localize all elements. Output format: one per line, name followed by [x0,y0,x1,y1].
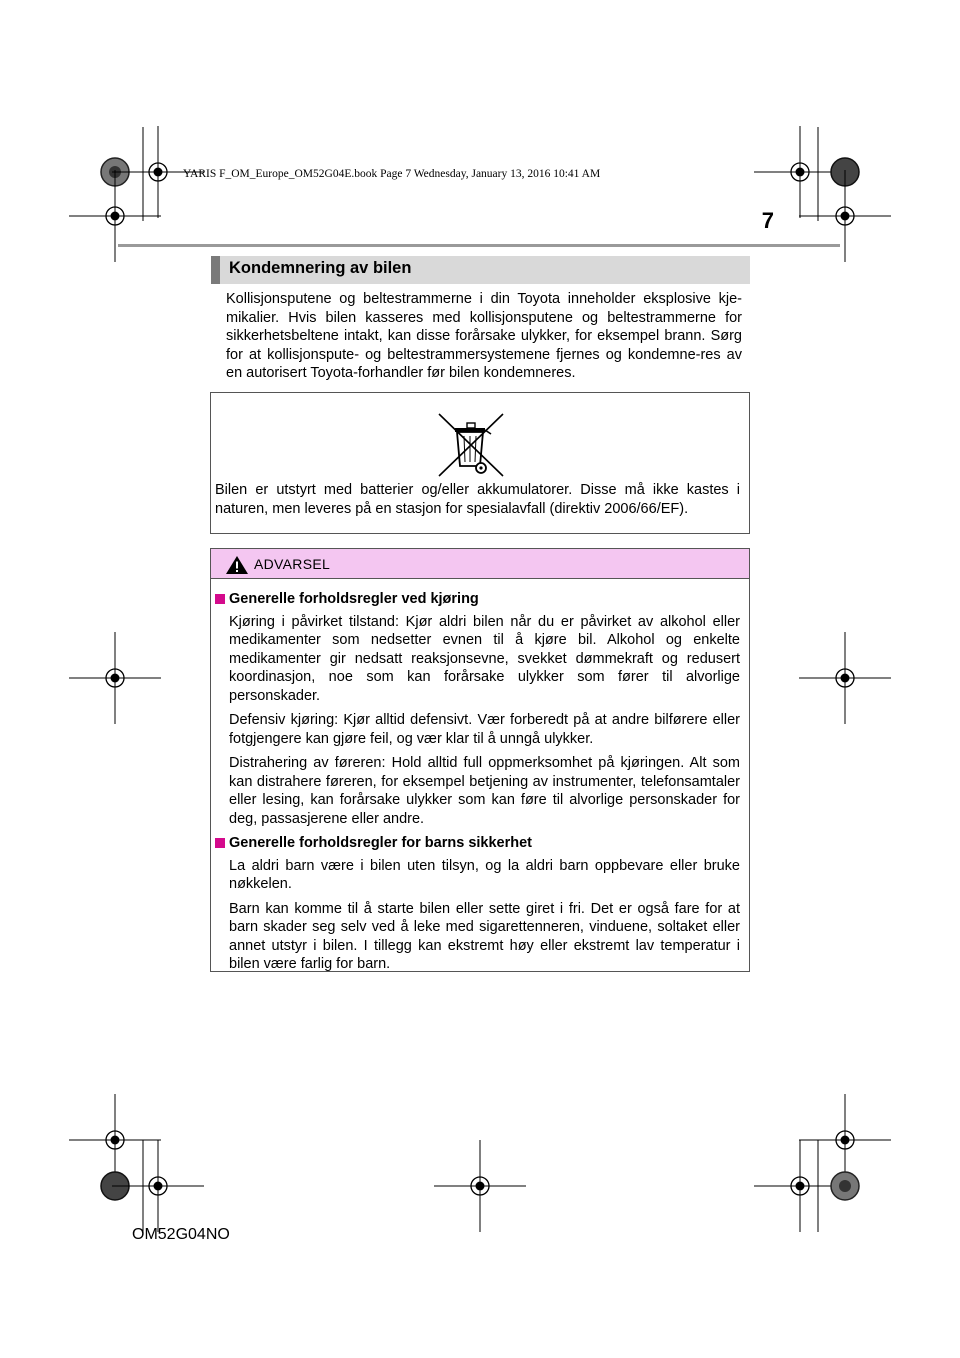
warning-paragraph: Barn kan komme til å starte bilen eller sette giret i fri. Det er også fare for at barn skader seg selv ved å leke med sigarettenneren, vinduene, soltaket eller annet utstyr i bilen. I tillegg kan ekstremt høy eller ekstremt lav temperatur i bilen være farlig for barn. [229,900,740,972]
bullet-square-icon [215,594,225,604]
warning-paragraph: Defensiv kjøring: Kjør alltid defensivt. Vær forberedt på at andre bilførere eller fotgjengere kan gjøre feil, og vær klar til å unngå ulykker. [229,712,740,747]
page-number: 7 [761,208,774,233]
bullet-square-icon [215,838,225,848]
section-title: Kondemnering av bilen [229,259,412,277]
disposal-notice-text: Bilen er utstyrt med batterier og/eller akkumulatorer. Disse må ikke kastes i naturen, men leveres på en stasjon for spesialavfall (direktiv 2006/66/EF). [215,482,740,517]
document-code: OM52G04NO [132,1226,230,1243]
section-heading [211,256,750,284]
warning-paragraph: Distrahering av føreren: Hold alltid full oppmerksomhet på kjøringen. Alt som kan distrahere føreren, for eksempel betjening av instrumenter, telefonsamtaler eller lesing, kan forårsake ulykker som kan føre til alvorlige personskader for deg, passasjerene eller andre. [229,755,740,827]
intro-paragraph: Kollisjonsputene og beltestrammerne i din Toyota inneholder eksplosive kje-mikalier. Hvis bilen kasseres med kollisjonsputene og beltestrammerne for sikkerhetsbeltene intakt, kan disse forårsake ulykker, for eksempel brann. Sørg for at kollisjonspute- og beltestrammersystemene fjernes og kondemne-res av en autorisert Toyota-forhandler før bilen kondemneres. [226,291,742,381]
warning-label: ADVARSEL [254,556,331,572]
print-header-info: YARIS F_OM_Europe_OM52G04E.book Page 7 Wednesday, January 13, 2016 10:41 AM [183,168,601,180]
warning-subheading-driving: Generelle forholdsregler ved kjøring [215,590,740,609]
warning-paragraph: La aldri barn være i bilen uten tilsyn, og la aldri barn oppbevare eller bruke nøkkelen. [229,857,740,892]
warning-triangle-icon [225,555,249,575]
crossed-out-wheelie-bin-icon [437,412,505,478]
warning-subheading-children: Generelle forholdsregler for barns sikkerhet [215,834,740,853]
warning-content [215,590,740,980]
header-rule [118,244,840,247]
warning-paragraph: Kjøring i påvirket tilstand: Kjør aldri bilen når du er påvirket av alkohol eller medikamenter som nedsetter evnen til å kjøre bil. Alkohol og enkelte medikamenter gir nedsatt reaksjonsevne, svekket dømmekraft og redusert koordinasjon, noe som kan forårsake ulykker som fører til alvorlige personskader. [229,613,740,704]
